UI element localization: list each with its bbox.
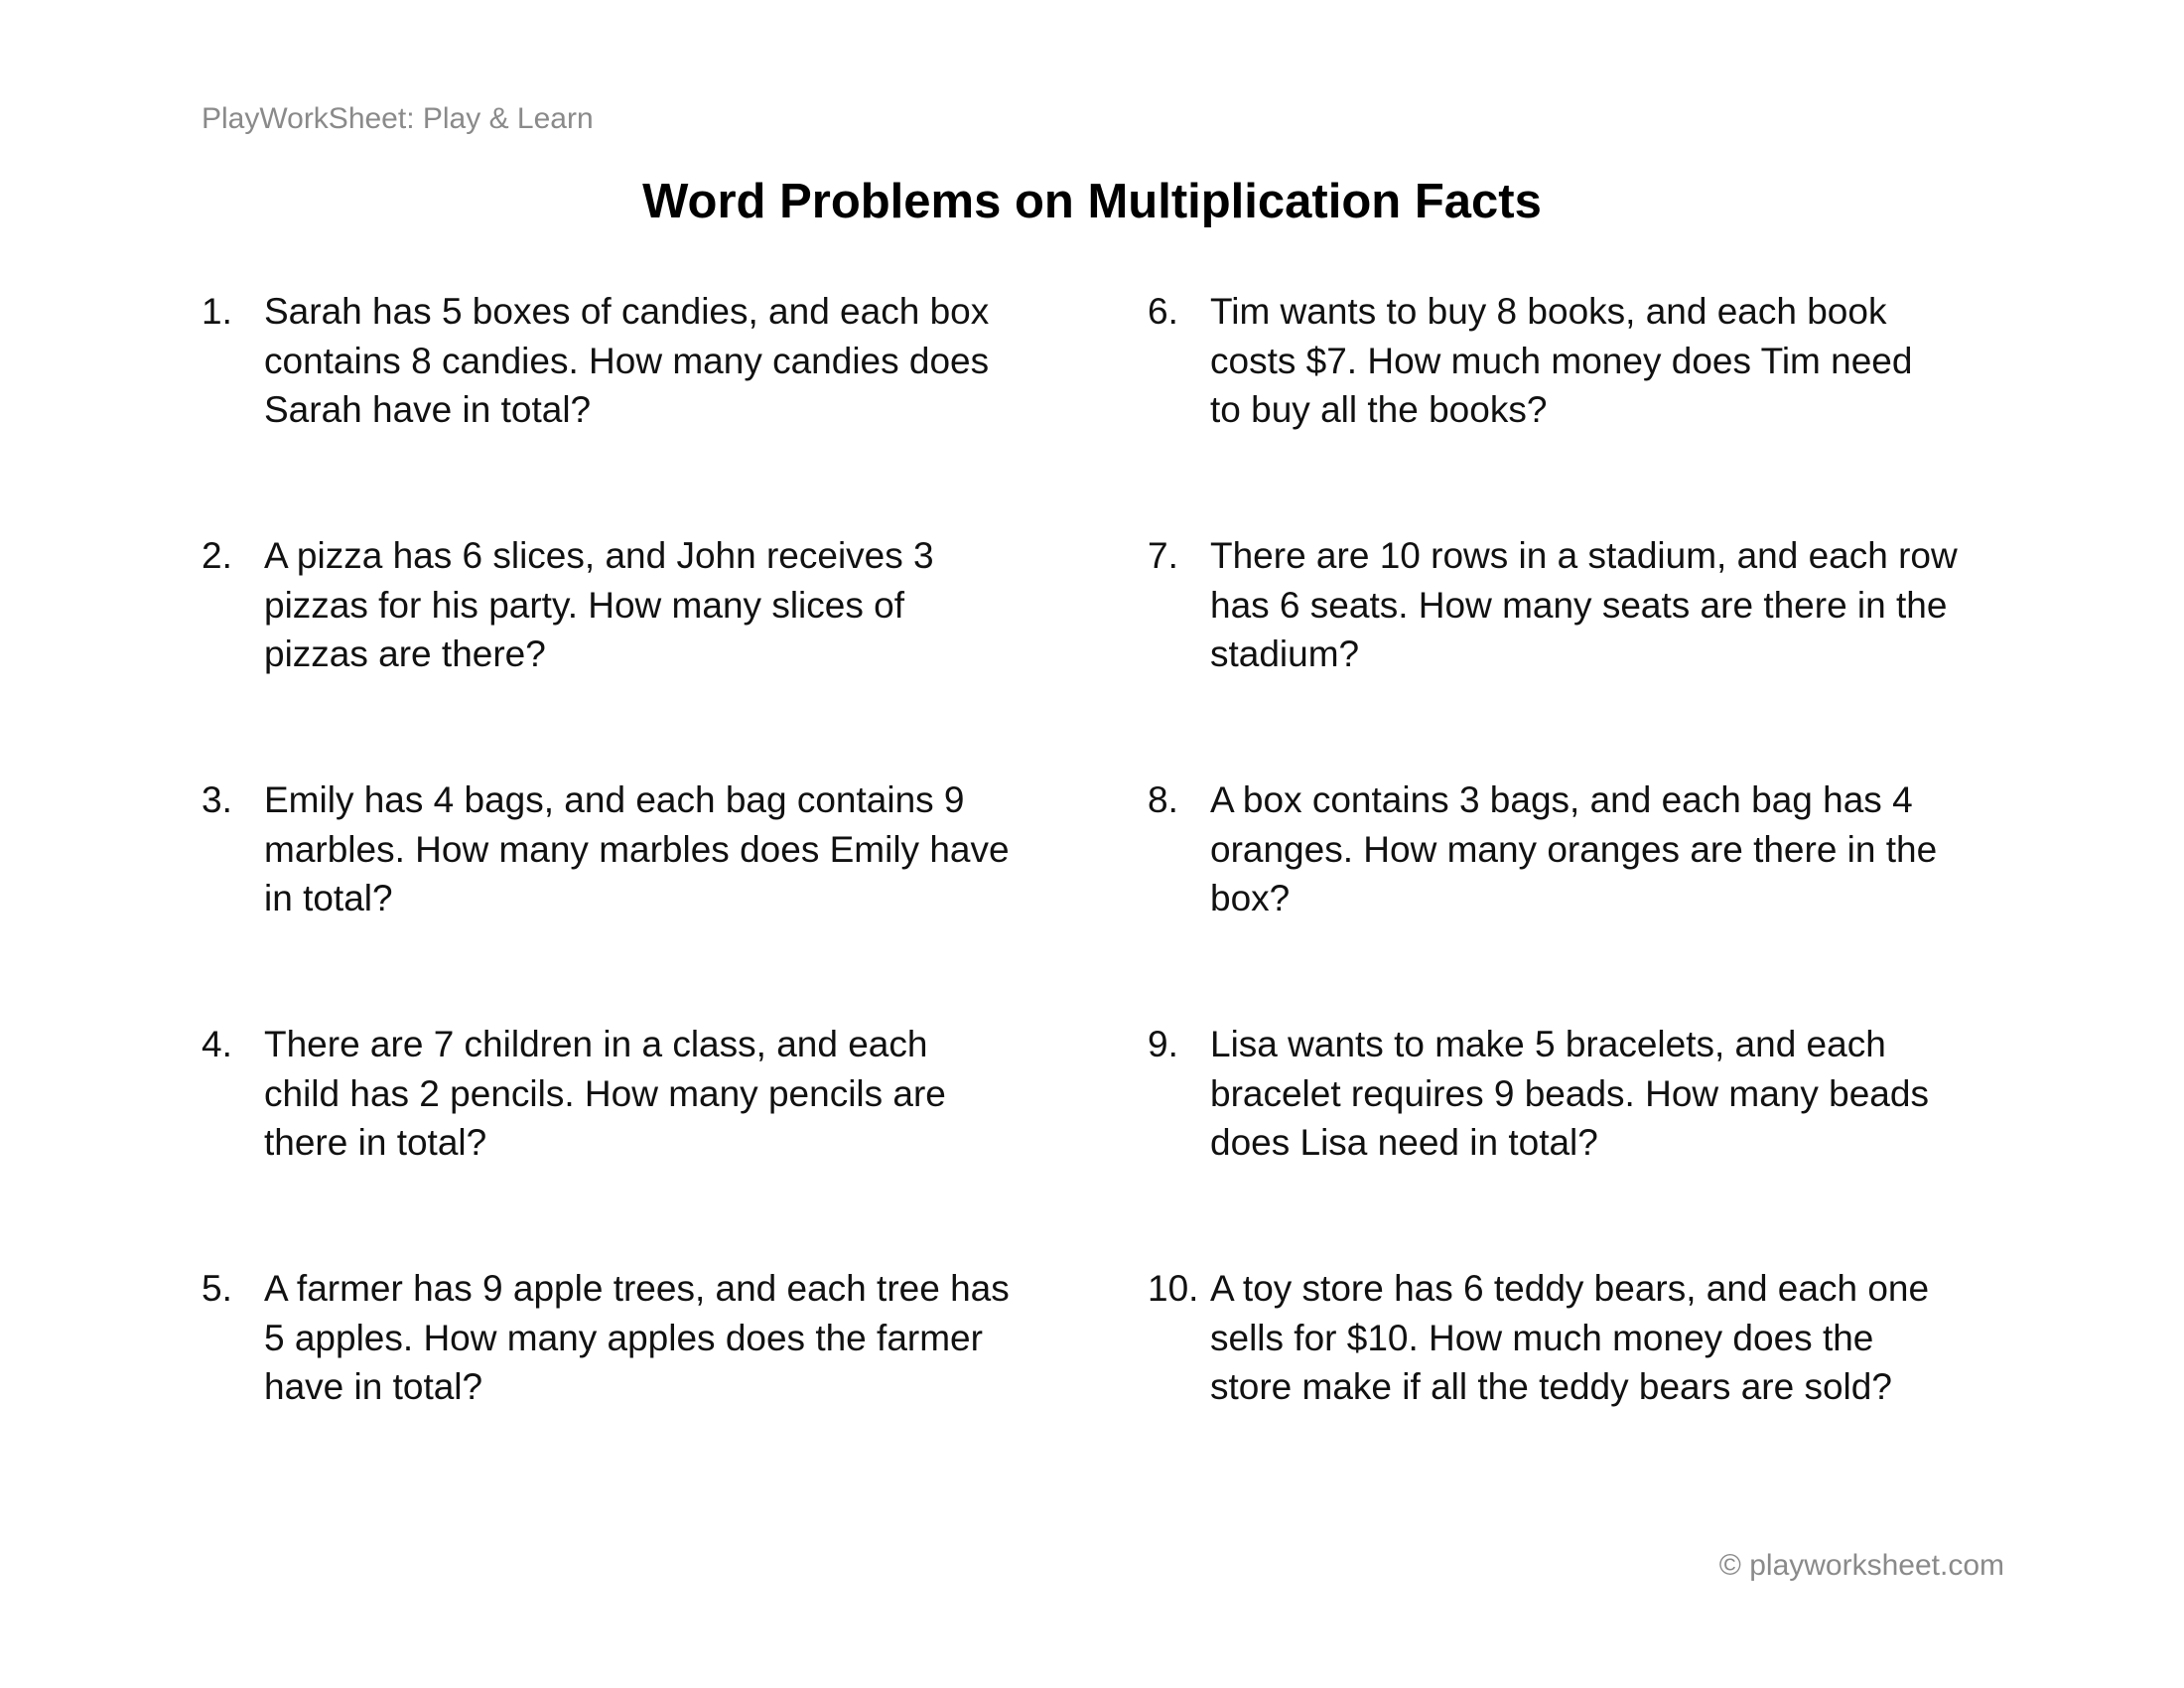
problem-text-line: Emily has 4 bags, and each bag contains 9 — [264, 779, 965, 820]
problem-text — [1210, 775, 2064, 923]
brand-header: PlayWorkSheet: Play & Learn — [202, 102, 594, 135]
problem-number: 4. — [202, 1024, 232, 1064]
problem-text-line: A box contains 3 bags, and each bag has 4 — [1210, 779, 1913, 820]
problem-text-line: to buy all the books? — [1210, 389, 1548, 430]
problem-text-line: A pizza has 6 slices, and John receives 3 — [264, 535, 934, 576]
problem-number: 9. — [1148, 1024, 1178, 1064]
problem-text-line: 5 apples. How many apples does the farmer — [264, 1317, 983, 1358]
problem-text — [264, 287, 1118, 435]
problem-text-line: child has 2 pencils. How many pencils are — [264, 1072, 946, 1114]
problem-number: 5. — [202, 1268, 232, 1309]
problem-text-line: stadium? — [1210, 633, 1360, 674]
problem-text-line: store make if all the teddy bears are sold? — [1210, 1366, 1892, 1407]
problem-number: 3. — [202, 779, 232, 820]
problem-number: 10. — [1148, 1268, 1199, 1309]
problem-text-line: Tim wants to buy 8 books, and each book — [1210, 291, 1887, 332]
problem-text-line: costs $7. How much money does Tim need — [1210, 340, 1913, 381]
problem-text — [264, 1020, 1118, 1168]
problem-text-line: have in total? — [264, 1366, 483, 1407]
problem-text-line: A farmer has 9 apple trees, and each tree has — [264, 1268, 1010, 1309]
problem-text-line: bracelet requires 9 beads. How many beads — [1210, 1072, 1929, 1114]
problem-number: 1. — [202, 291, 232, 332]
problem-text — [264, 1264, 1118, 1412]
problem-text — [1210, 1264, 2064, 1412]
problem-text-line: oranges. How many oranges are there in the — [1210, 828, 1938, 870]
problem-text-line: A toy store has 6 teddy bears, and each one — [1210, 1268, 1930, 1309]
problem-text — [1210, 531, 2064, 679]
problem-text-line: There are 10 rows in a stadium, and each row — [1210, 535, 1958, 576]
problem-text-line: in total? — [264, 878, 393, 918]
problem-text-line: marbles. How many marbles does Emily have — [264, 828, 1010, 870]
problem-text-line: There are 7 children in a class, and each — [264, 1024, 928, 1064]
page-title: Word Problems on Multiplication Facts — [642, 175, 1542, 228]
problem-text-line: Sarah have in total? — [264, 389, 592, 430]
problem-text-line: there in total? — [264, 1122, 487, 1163]
problem-text-line: Sarah has 5 boxes of candies, and each box — [264, 291, 990, 332]
copyright-footer: © playworksheet.com — [1718, 1549, 2004, 1582]
problem-text-line: has 6 seats. How many seats are there in the — [1210, 584, 1948, 626]
problem-text — [1210, 287, 2064, 435]
problem-text — [1210, 1020, 2064, 1168]
problem-number: 6. — [1148, 291, 1178, 332]
problem-text-line: does Lisa need in total? — [1210, 1122, 1598, 1163]
problem-text-line: pizzas for his party. How many slices of — [264, 584, 904, 626]
problem-number: 8. — [1148, 779, 1178, 820]
problem-text — [264, 531, 1118, 679]
problem-text-line: sells for $10. How much money does the — [1210, 1317, 1874, 1358]
problem-number: 2. — [202, 535, 232, 576]
problem-number: 7. — [1148, 535, 1178, 576]
problem-text-line: Lisa wants to make 5 bracelets, and each — [1210, 1024, 1886, 1064]
problem-text-line: box? — [1210, 878, 1291, 918]
problem-text — [264, 775, 1118, 923]
problem-text-line: pizzas are there? — [264, 633, 546, 674]
problem-text-line: contains 8 candies. How many candies does — [264, 340, 990, 381]
